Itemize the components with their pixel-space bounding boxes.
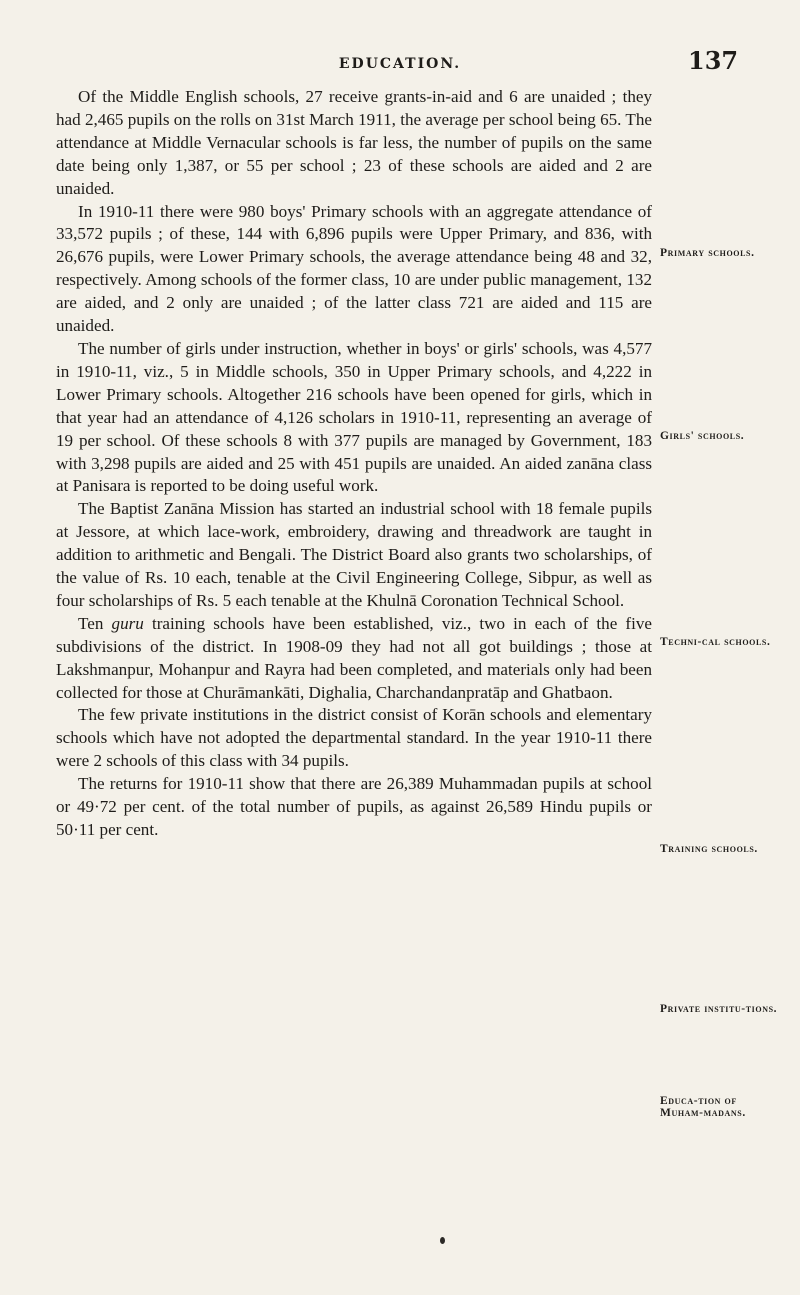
paragraph-text: The few private institutions in the district consist of Korān schools and elementary schools which have not adopted the departmental standard. In the year 1910-11 there were 2 schools of this class with 34 pupils. xyxy=(56,705,652,771)
running-head: EDUCATION. xyxy=(338,56,462,72)
paragraph-middle-schools xyxy=(56,86,652,201)
paragraph-text: Ten xyxy=(78,613,112,633)
paragraph-text: The returns for 1910-11 show that there are 26,389 Muhammadan pupils at school or 49·72 per cent. of the total number of pupils, as against 26,589 Hindu pupils or 50·11 per cent. xyxy=(56,774,652,839)
italic-term: guru xyxy=(111,613,144,633)
body-text xyxy=(56,86,652,842)
margin-note-technical: Techni-cal schools. xyxy=(660,636,771,648)
paragraph-text: The number of girls under instruction, whether in boys' or girls' schools, was 4,577 in 1910-11, viz., 5 in Middle schools, 350 in Upper Primary schools, and 4,222 in Lower Primary schools. Altogether 216 schools have been opened for girls, which in that year had an attendance of 4,126 scholars in 1910-11, representing an average of 19 per school. Of these schools 8 with 377 pupils are managed by Government, 183 with 3,298 pupils are aided and 25 with 451 pupils are unaided. An aided zanāna class at Panisara is reported to be doing useful work. xyxy=(56,338,652,496)
paragraph-text: training schools have been established, viz., two in each of the five subdivisions of the district. In 1908-09 they had not all got buildings ; those at Lakshmanpur, Mohanpur and Rayra had been completed, and materials only had been collected for those at Churāmankāti, Dighalia, Charchandanpratāp and Ghatbaon. xyxy=(56,613,652,702)
paragraph-private-institutions xyxy=(56,704,652,773)
margin-note-training: Training schools. xyxy=(660,843,758,855)
paragraph-girls-schools xyxy=(56,338,652,498)
page-number: 137 xyxy=(688,46,739,75)
paragraph-technical-schools xyxy=(56,498,652,613)
paragraph-text: In 1910-11 there were 980 boys' Primary schools with an aggregate attendance of 33,572 pupils ; of these, 144 with 6,896 pupils were Upper Primary, and 836, with 26,676 pupils, were Lower Primary schools, the average attendance being 48 and 32, respectively. Among schools of the former class, 10 are under public management, 132 are aided, and 2 only are unaided ; of the latter class 721 are aided and 115 are unaided. xyxy=(56,201,652,336)
paragraph-training-schools xyxy=(56,613,652,705)
margin-note-private: Private institu-tions. xyxy=(660,1003,778,1015)
paragraph-text: Of the Middle English schools, 27 receive grants-in-aid and 6 are unaided ; they had 2,465 pupils on the rolls on 31st March 1911, the average per school being 65. The attendance at Middle Vernacular schools is far less, the number of pupils on the same date being only 1,387, or 55 per school ; 23 of these schools are aided and 2 are unaided. xyxy=(56,87,652,198)
ink-dot xyxy=(440,1237,445,1244)
paragraph-primary-schools xyxy=(56,201,652,338)
margin-note-primary: Primary schools. xyxy=(660,247,755,259)
margin-note-girls: Girls' schools. xyxy=(660,430,745,442)
margin-note-muhammadans: Educa-tion of Muham-madans. xyxy=(660,1095,746,1119)
paragraph-text: The Baptist Zanāna Mission has started an industrial school with 18 female pupils at Jessore, at which lace-work, embroidery, drawing and threadwork are taught in addition to arithmetic and Bengali. The District Board also grants two scholarships, of the value of Rs. 10 each, tenable at the Civil Engineering College, Sibpur, as well as four scholarships of Rs. 5 each tenable at the Khulnā Coronation Technical School. xyxy=(56,499,652,610)
paragraph-muhammadan-education xyxy=(56,773,652,842)
